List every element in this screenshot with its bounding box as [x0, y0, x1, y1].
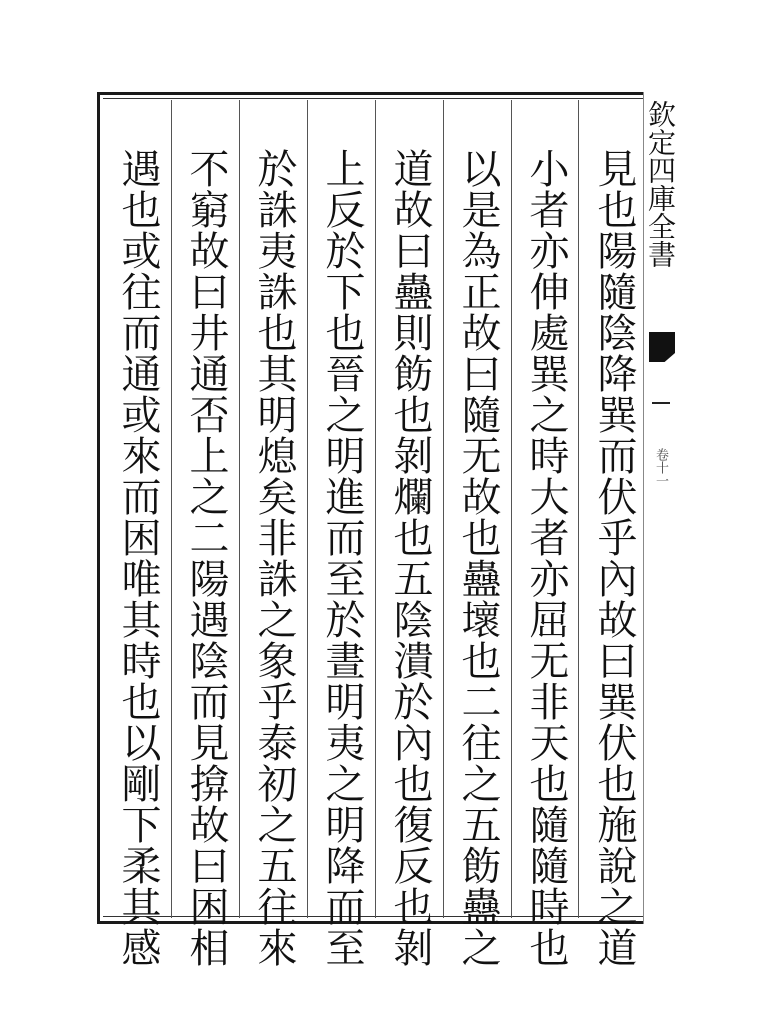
text-column-8: 遇也或往而通或來而困唯其時也以剛下柔其感: [115, 148, 161, 968]
margin-book-title: 欽定四庫全書: [644, 100, 677, 268]
text-column-2: 小者亦伸處巽之時大者亦屈无非天也隨隨時也: [523, 148, 569, 968]
column-divider: [511, 100, 512, 918]
text-column-1: 見也陽隨陰降巽而伏乎內故曰巽伏也施說之道: [591, 148, 637, 968]
text-column-4: 道故曰蠱則飭也剝爛也五陰潰於內也復反也剝: [387, 148, 433, 968]
margin-tick-mark: [652, 402, 670, 404]
column-divider: [443, 100, 444, 918]
column-divider: [578, 100, 579, 918]
text-column-3: 以是為正故曰隨无故也蠱壞也二往之五飭蠱之: [455, 148, 501, 968]
text-column-7: 不窮故曰井通否上之二陽遇陰而見揜故曰困相: [183, 148, 229, 968]
text-column-6: 於誅夷誅也其明熄矣非誅之象乎泰初之五往來: [251, 148, 297, 968]
frame-inner-top-rule: [103, 98, 643, 99]
fishtail-mark: [649, 332, 675, 362]
column-divider: [239, 100, 240, 918]
text-column-5: 上反於下也晉之明進而至於晝明夷之明降而至: [319, 148, 365, 968]
margin-chapter-label: 卷十一: [653, 448, 668, 487]
column-divider: [375, 100, 376, 918]
column-divider: [307, 100, 308, 918]
column-divider: [171, 100, 172, 918]
